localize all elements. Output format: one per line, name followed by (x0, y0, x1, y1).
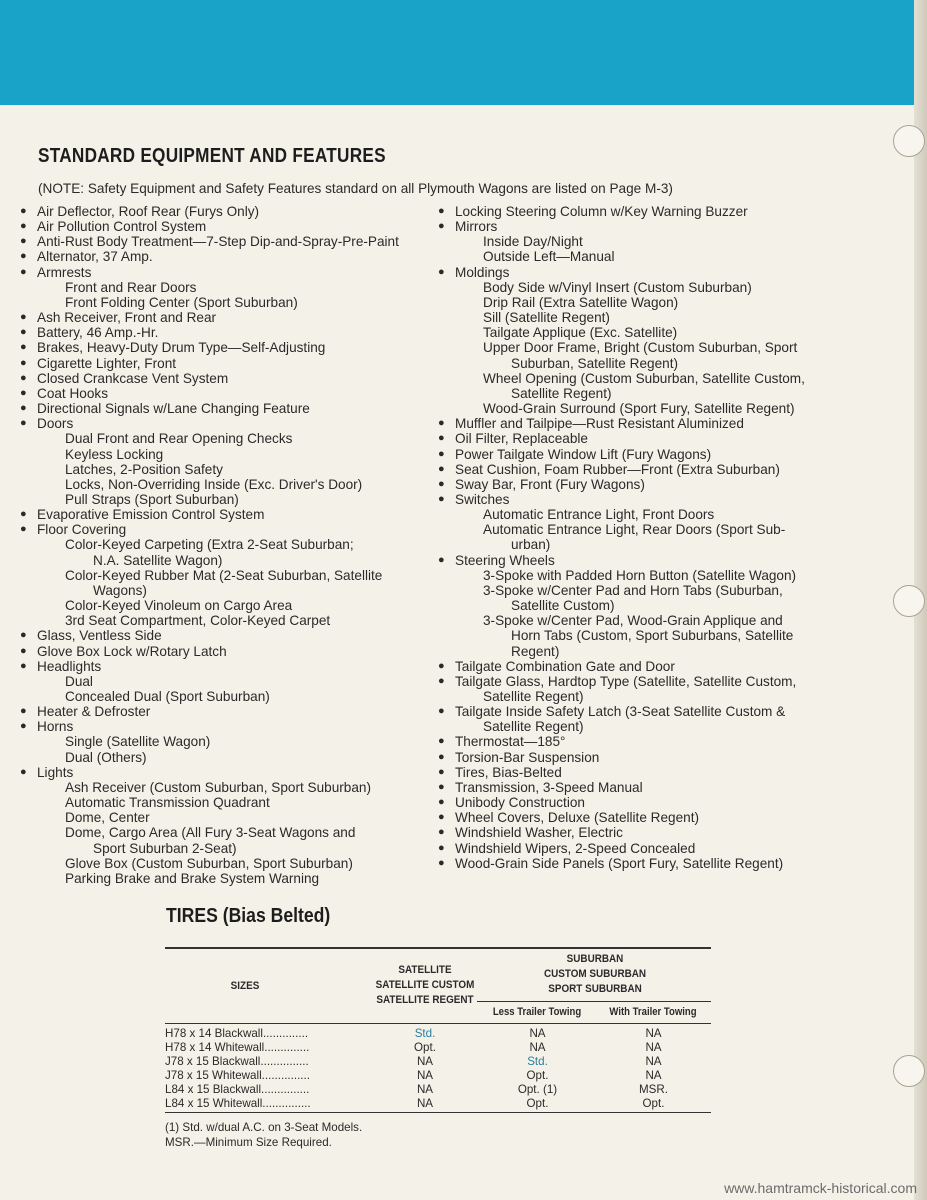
equipment-item (438, 795, 848, 810)
equipment-label: Seat Cushion, Foam Rubber—Front (Extra Suburban) (455, 461, 780, 477)
table-cell-less: Std. (527, 1055, 548, 1068)
sub-item-list (455, 568, 848, 659)
bullet-icon: ● (20, 356, 27, 369)
sub-item-list (455, 507, 848, 552)
equipment-item (20, 356, 425, 371)
table-cell-satellite: NA (416, 1055, 434, 1068)
equipment-item (438, 856, 848, 871)
equipment-label: Air Deflector, Roof Rear (Furys Only) (37, 204, 260, 219)
sub-item (455, 507, 848, 522)
equipment-item (20, 325, 425, 340)
sub-item (37, 750, 425, 765)
equipment-label: Battery, 46 Amp.-Hr. (37, 325, 159, 341)
equipment-label: Coat Hooks (37, 385, 109, 401)
equipment-label: Brakes, Heavy-Duty Drum Type—Self-Adjusting (37, 340, 326, 356)
equipment-label: Unibody Construction (455, 795, 585, 811)
equipment-label: Doors (37, 416, 74, 432)
sub-item-text: Satellite Regent) (511, 385, 612, 401)
equipment-item (438, 477, 848, 492)
equipment-item (20, 219, 425, 234)
header-bottom-rule (165, 1023, 711, 1024)
bullet-icon: ● (20, 644, 27, 657)
table-row (165, 1083, 711, 1097)
equipment-label: Mirrors (455, 219, 498, 235)
sub-item (455, 249, 848, 264)
equipment-item (20, 719, 425, 764)
binder-hole (893, 585, 925, 617)
bullet-icon: ● (438, 265, 445, 278)
equipment-label: Air Pollution Control System (37, 219, 207, 235)
equipment-item (438, 704, 848, 734)
sub-item (455, 295, 848, 310)
equipment-label: Muffler and Tailpipe—Rust Resistant Aluminized (455, 416, 744, 432)
equipment-list-right (438, 204, 848, 871)
sub-item-text: Front and Rear Doors (65, 279, 197, 295)
bullet-icon: ● (20, 720, 27, 733)
sub-item (37, 810, 425, 825)
table-row (165, 1055, 711, 1069)
sub-item (455, 280, 848, 295)
equipment-item (438, 265, 848, 417)
equipment-item (438, 462, 848, 477)
equipment-item (20, 644, 425, 659)
equipment-label: Alternator, 37 Amp. (37, 249, 153, 265)
sub-item (37, 492, 425, 507)
sub-item (455, 234, 848, 249)
equipment-label: Torsion-Bar Suspension (455, 749, 600, 765)
sub-item-text: Dual (65, 673, 93, 689)
sub-item-text: Glove Box (Custom Suburban, Sport Suburban) (65, 855, 353, 871)
tires-title: TIRES (Bias Belted) (166, 905, 331, 927)
equipment-item (438, 553, 848, 659)
sub-item (455, 522, 848, 552)
header-sizes: SIZES (230, 980, 260, 992)
sub-item (37, 295, 425, 310)
bullet-icon: ● (438, 205, 445, 217)
bullet-icon: ● (438, 811, 445, 824)
table-cell-size: J78 x 15 Whitewall............... (165, 1069, 310, 1082)
equipment-label: Switches (455, 491, 510, 507)
bullet-icon: ● (20, 341, 27, 354)
sub-item-text: Single (Satellite Wagon) (65, 734, 211, 750)
sub-item-list (37, 674, 425, 704)
sub-item-list (455, 280, 848, 416)
sub-item-text: Locks, Non-Overriding Inside (Exc. Driver's Door) (65, 476, 363, 492)
sub-item-text: N.A. Satellite Wagon) (93, 552, 223, 568)
page-title: STANDARD EQUIPMENT AND FEATURES (38, 145, 386, 167)
equipment-item (438, 734, 848, 749)
bullet-icon: ● (438, 462, 445, 475)
equipment-label: Tailgate Combination Gate and Door (455, 658, 675, 674)
footnote: MSR.—Minimum Size Required. (165, 1136, 332, 1149)
table-row (165, 1069, 711, 1083)
equipment-item (20, 249, 425, 264)
equipment-label: Transmission, 3-Speed Manual (455, 779, 643, 795)
bullet-icon: ● (438, 856, 445, 869)
sub-item (455, 325, 848, 340)
equipment-item (438, 447, 848, 462)
equipment-item (20, 265, 425, 310)
equipment-label: Armrests (37, 264, 92, 280)
equipment-label: Moldings (455, 264, 510, 280)
equipment-label: Tailgate Glass, Hardtop Type (Satellite, Satellite Custom, (455, 673, 797, 689)
sub-item-text: Automatic Entrance Light, Front Doors (483, 507, 715, 523)
bullet-icon: ● (20, 705, 27, 718)
sub-item (37, 613, 425, 628)
table-cell-less: Opt. (526, 1097, 549, 1110)
equipment-label: Glove Box Lock w/Rotary Latch (37, 643, 227, 659)
footnote: (1) Std. w/dual A.C. on 3-Seat Models. (165, 1121, 363, 1134)
sub-item (37, 447, 425, 462)
sub-item-text: Dual Front and Rear Opening Checks (65, 431, 293, 447)
bullet-icon: ● (438, 796, 445, 809)
equipment-item (20, 234, 425, 249)
sub-item-text: 3rd Seat Compartment, Color-Keyed Carpet (65, 613, 331, 629)
equipment-label: Thermostat—185° (455, 734, 566, 750)
sub-item-list (455, 234, 848, 264)
bullet-icon: ● (438, 447, 445, 460)
sub-item-text: Parking Brake and Brake System Warning (65, 870, 320, 886)
sub-item-text: Wood-Grain Surround (Sport Fury, Satellite Regent) (483, 401, 795, 417)
sub-item (37, 431, 425, 446)
sub-item (37, 871, 425, 886)
equipment-label: Headlights (37, 658, 102, 674)
bullet-icon: ● (438, 735, 445, 748)
suburban-subheader-rule (477, 1001, 711, 1002)
equipment-label: Tires, Bias-Belted (455, 764, 562, 780)
equipment-list-left (20, 204, 425, 886)
table-cell-with: NA (645, 1041, 662, 1054)
equipment-label: Ash Receiver, Front and Rear (37, 310, 217, 326)
equipment-label: Oil Filter, Replaceable (455, 431, 588, 447)
table-cell-size: J78 x 15 Blackwall............... (165, 1055, 309, 1068)
equipment-label: Windshield Wipers, 2-Speed Concealed (455, 840, 696, 856)
sub-item-text: Sport Suburban 2-Seat) (93, 840, 237, 856)
sub-item-text: Satellite Custom) (511, 598, 615, 614)
equipment-item (438, 431, 848, 446)
equipment-item (20, 704, 425, 719)
header-suburban (519, 952, 672, 997)
equipment-label: Glass, Ventless Side (37, 628, 162, 644)
sub-item-text: Inside Day/Night (483, 234, 583, 250)
equipment-label: Steering Wheels (455, 552, 555, 568)
equipment-item (20, 659, 425, 704)
header-line: SUBURBAN (566, 953, 624, 965)
sub-item (455, 583, 848, 613)
header-less-towing: Less Trailer Towing (492, 1006, 582, 1018)
sub-item-text: Outside Left—Manual (483, 249, 615, 265)
bullet-icon: ● (20, 235, 27, 248)
equipment-label: Lights (37, 764, 74, 780)
equipment-item (438, 659, 848, 674)
header-line: CUSTOM SUBURBAN (543, 968, 647, 980)
bullet-icon: ● (438, 750, 445, 763)
bullet-icon: ● (438, 432, 445, 445)
sub-item-text: Wheel Opening (Custom Suburban, Satellite Custom, (483, 370, 805, 386)
site-watermark: www.hamtramck-historical.com (724, 1180, 917, 1196)
sub-item (455, 613, 848, 658)
equipment-label-continuation: Satellite Regent) (483, 719, 584, 735)
sub-item-text: Front Folding Center (Sport Suburban) (65, 294, 298, 310)
sub-item-text: 3-Spoke with Padded Horn Button (Satellite Wagon) (483, 567, 797, 583)
equipment-item (20, 204, 425, 219)
sub-item-text: 3-Spoke w/Center Pad and Horn Tabs (Suburban, (483, 582, 783, 598)
equipment-label: Locking Steering Column w/Key Warning Buzzer (455, 204, 748, 219)
sub-item-text: Color-Keyed Carpeting (Extra 2-Seat Suburban; (65, 537, 354, 553)
table-cell-with: MSR. (639, 1083, 668, 1096)
sub-item-text: Horn Tabs (Custom, Sport Suburbans, Satellite (511, 628, 794, 644)
sub-item-text: Keyless Locking (65, 446, 164, 462)
bullet-icon: ● (438, 674, 445, 687)
equipment-item (20, 522, 425, 628)
equipment-label: Windshield Washer, Electric (455, 825, 623, 841)
table-cell-less: NA (529, 1041, 546, 1054)
table-cell-satellite: Std. (414, 1027, 436, 1040)
sub-item-text: Ash Receiver (Custom Suburban, Sport Suburban) (65, 779, 372, 795)
table-cell-size: L84 x 15 Whitewall............... (165, 1097, 311, 1110)
sub-item-text: Dual (Others) (65, 749, 147, 765)
sub-item (455, 568, 848, 583)
sub-item (37, 795, 425, 810)
equipment-item (20, 310, 425, 325)
header-line: SPORT SUBURBAN (548, 983, 642, 995)
table-bottom-rule (165, 1112, 711, 1113)
equipment-label-continuation: Satellite Regent) (483, 689, 584, 704)
sub-item (455, 310, 848, 325)
sub-item-text: Latches, 2-Position Safety (65, 461, 223, 477)
equipment-item (438, 780, 848, 795)
sub-item (37, 825, 425, 855)
equipment-item (438, 750, 848, 765)
table-row (165, 1027, 711, 1041)
bullet-icon: ● (438, 765, 445, 778)
binder-hole (893, 125, 925, 157)
binder-hole (893, 1055, 925, 1087)
table-cell-size: L84 x 15 Blackwall............... (165, 1083, 310, 1096)
header-satellite (367, 963, 484, 1008)
equipment-label: Sway Bar, Front (Fury Wagons) (455, 476, 645, 492)
equipment-label: Horns (37, 719, 74, 735)
sub-item-text: Sill (Satellite Regent) (483, 310, 610, 326)
equipment-item (438, 674, 848, 704)
sub-item-text: Upper Door Frame, Bright (Custom Suburban, Sport (483, 340, 798, 356)
bullet-icon: ● (438, 477, 445, 490)
bullet-icon: ● (20, 386, 27, 399)
sub-item (37, 674, 425, 689)
equipment-label: Power Tailgate Window Lift (Fury Wagons) (455, 446, 712, 462)
sub-item (455, 340, 848, 370)
equipment-item (20, 386, 425, 401)
sub-item-text: Suburban, Satellite Regent) (511, 355, 679, 371)
table-cell-satellite: NA (416, 1069, 434, 1082)
bullet-icon: ● (438, 780, 445, 793)
sub-item (455, 401, 848, 416)
equipment-item (20, 765, 425, 886)
sub-item-text: Automatic Entrance Light, Rear Doors (Sport Sub- (483, 522, 786, 538)
table-cell-with: NA (645, 1027, 662, 1040)
sub-item-text: Automatic Transmission Quadrant (65, 795, 270, 811)
equipment-item (20, 416, 425, 507)
bullet-icon: ● (438, 220, 445, 233)
sub-item-text: Wagons) (93, 582, 147, 598)
sub-item-list (37, 431, 425, 507)
bullet-icon: ● (20, 417, 27, 430)
bullet-icon: ● (20, 659, 27, 672)
table-row (165, 1041, 711, 1055)
sub-item (37, 780, 425, 795)
table-cell-with: Opt. (642, 1097, 665, 1110)
equipment-item (20, 507, 425, 522)
sub-item-text: Pull Straps (Sport Suburban) (65, 491, 239, 507)
equipment-label: Wheel Covers, Deluxe (Satellite Regent) (455, 810, 700, 826)
table-cell-with: NA (645, 1069, 662, 1082)
table-cell-satellite: NA (416, 1097, 434, 1110)
sub-item-text: 3-Spoke w/Center Pad, Wood-Grain Applique and (483, 613, 783, 629)
sub-item (37, 462, 425, 477)
bullet-icon: ● (20, 402, 27, 415)
sub-item-text: urban) (511, 537, 551, 553)
sub-item-text: Color-Keyed Rubber Mat (2-Seat Suburban, Satellite (65, 567, 383, 583)
equipment-item (438, 204, 848, 219)
equipment-label: Floor Covering (37, 522, 127, 538)
equipment-label: Wood-Grain Side Panels (Sport Fury, Satellite Regent) (455, 855, 784, 871)
bullet-icon: ● (438, 705, 445, 718)
table-cell-less: Opt. (526, 1069, 549, 1082)
equipment-item (438, 765, 848, 780)
sub-item-text: Dome, Cargo Area (All Fury 3-Seat Wagons and (65, 825, 356, 841)
sub-item (37, 598, 425, 613)
sub-item-list (37, 280, 425, 310)
equipment-label: Heater & Defroster (37, 704, 151, 720)
bullet-icon: ● (20, 765, 27, 778)
equipment-item (20, 401, 425, 416)
table-cell-size: H78 x 14 Whitewall.............. (165, 1041, 310, 1054)
table-top-rule (165, 947, 711, 949)
sub-item-list (37, 734, 425, 764)
bullet-icon: ● (438, 659, 445, 672)
teal-header-band (0, 0, 914, 105)
bullet-icon: ● (438, 553, 445, 566)
bullet-icon: ● (438, 492, 445, 505)
table-cell-less: NA (529, 1027, 546, 1040)
sub-item (37, 537, 425, 567)
bullet-icon: ● (20, 371, 27, 384)
equipment-label: Anti-Rust Body Treatment—7-Step Dip-and-Spray-Pre-Paint (37, 234, 399, 250)
bullet-icon: ● (438, 841, 445, 854)
equipment-item (438, 219, 848, 264)
sub-item (37, 689, 425, 704)
sub-item (37, 568, 425, 598)
table-cell-less: Opt. (1) (517, 1083, 558, 1096)
sub-item-list (37, 780, 425, 886)
sub-item-text: Drip Rail (Extra Satellite Wagon) (483, 294, 679, 310)
bullet-icon: ● (20, 250, 27, 263)
table-cell-satellite: Opt. (414, 1041, 436, 1054)
table-row (165, 1097, 711, 1111)
table-cell-size: H78 x 14 Blackwall.............. (165, 1027, 309, 1040)
bullet-icon: ● (20, 629, 27, 642)
sub-item-text: Tailgate Applique (Exc. Satellite) (483, 325, 678, 341)
bullet-icon: ● (20, 508, 27, 521)
header-line: SATELLITE CUSTOM (375, 979, 475, 991)
equipment-item (20, 340, 425, 355)
bullet-icon: ● (438, 826, 445, 839)
bullet-icon: ● (20, 311, 27, 324)
equipment-item (20, 371, 425, 386)
equipment-label: Tailgate Inside Safety Latch (3-Seat Satellite Custom & (455, 704, 786, 720)
sub-item (37, 477, 425, 492)
equipment-item (438, 825, 848, 840)
tire-footnotes (165, 1120, 362, 1150)
sub-item (37, 734, 425, 749)
safety-note: (NOTE: Safety Equipment and Safety Features standard on all Plymouth Wagons are listed on Page M-3) (38, 181, 673, 196)
table-cell-satellite: NA (416, 1083, 434, 1096)
equipment-item (20, 628, 425, 643)
bullet-icon: ● (20, 265, 27, 278)
sub-item-text: Color-Keyed Vinoleum on Cargo Area (65, 598, 293, 614)
bullet-icon: ● (20, 220, 27, 233)
equipment-item (438, 492, 848, 553)
header-with-towing: With Trailer Towing (609, 1006, 697, 1018)
sub-item-text: Dome, Center (65, 810, 150, 826)
sub-item (37, 856, 425, 871)
header-line: SATELLITE (398, 964, 452, 976)
equipment-label: Cigarette Lighter, Front (37, 355, 177, 371)
sub-item-text: Regent) (511, 643, 560, 659)
bullet-icon: ● (20, 326, 27, 339)
equipment-label: Evaporative Emission Control System (37, 507, 265, 523)
sub-item (37, 280, 425, 295)
bullet-icon: ● (438, 417, 445, 430)
sub-item-list (37, 537, 425, 628)
sub-item-text: Body Side w/Vinyl Insert (Custom Suburban) (483, 279, 752, 295)
sub-item (455, 371, 848, 401)
sub-item-text: Concealed Dual (Sport Suburban) (65, 689, 270, 704)
equipment-item (438, 841, 848, 856)
bullet-icon: ● (20, 523, 27, 536)
header-line: SATELLITE REGENT (376, 994, 474, 1006)
equipment-label: Directional Signals w/Lane Changing Feature (37, 401, 310, 417)
equipment-label: Closed Crankcase Vent System (37, 370, 229, 386)
equipment-item (438, 810, 848, 825)
bullet-icon: ● (20, 205, 27, 217)
table-cell-with: NA (645, 1055, 662, 1068)
equipment-item (438, 416, 848, 431)
